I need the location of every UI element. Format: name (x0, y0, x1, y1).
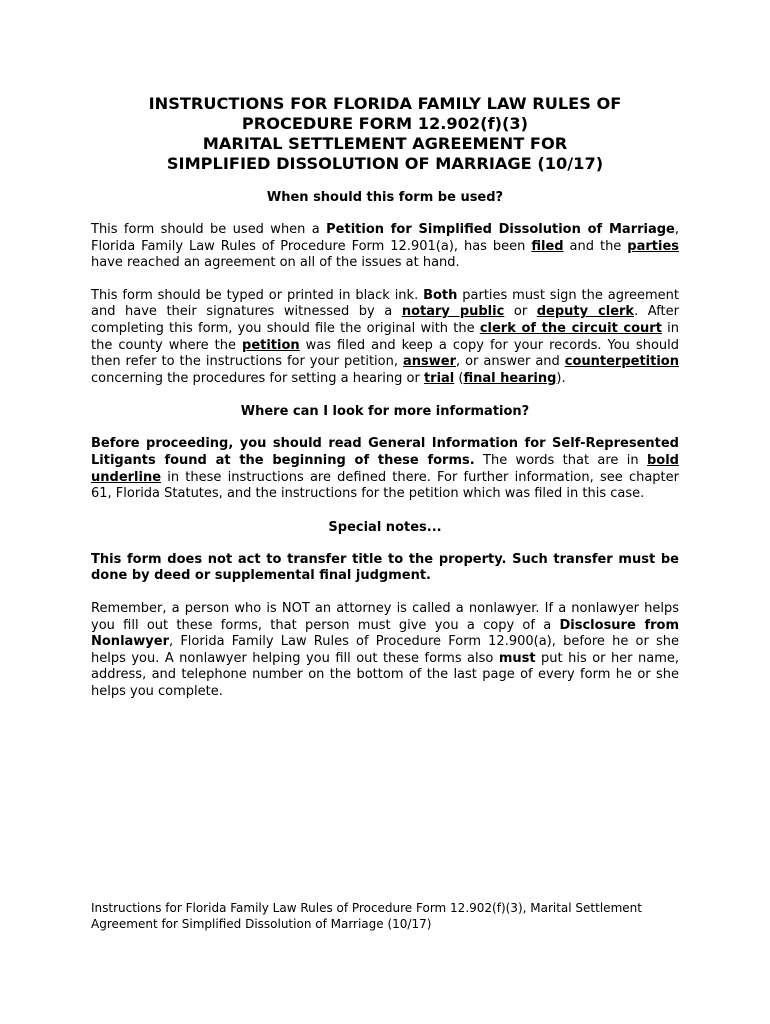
term-must: must (498, 650, 536, 666)
term-counterpetition: counterpetition (564, 354, 679, 370)
term-parties: parties (627, 238, 679, 254)
term-filed: filed (531, 238, 564, 254)
heading-special-notes: Special notes... (328, 519, 442, 535)
term-answer: answer (402, 354, 456, 370)
title-line-4: SIMPLIFIED DISSOLUTION OF MARRIAGE (10/17) (166, 154, 604, 173)
term-petition-simplified: Petition for Simplified Dissolution of Marriage (326, 222, 675, 237)
term-notary-public: notary public (401, 304, 505, 320)
term-trial: trial (423, 370, 455, 386)
page-footer (91, 900, 711, 932)
term-clerk-circuit-court: clerk of the circuit court (479, 320, 662, 336)
title-line-2: PROCEDURE FORM 12.902(f)(3) (241, 114, 529, 133)
document-page (91, 94, 679, 700)
heading-when-used: When should this form be used? (266, 190, 504, 205)
title-line-1: INSTRUCTIONS FOR FLORIDA FAMILY LAW RULES OF (148, 94, 622, 113)
paragraph-when-used: This form should be used when a Petition for Simplified Dissolution of Marriage, Florida Family Law Rules of Procedure Form 12.901(a), has been filed and the parties have reached an agreement on all of the issues at hand. (91, 222, 680, 271)
footer-line-1: Instructions for Florida Family Law Rules of Procedure Form 12.902(f)(3), Marital Settlement (91, 901, 642, 915)
term-deputy-clerk: deputy clerk (536, 304, 635, 320)
term-petition: petition (242, 337, 300, 353)
title-line-3: MARITAL SETTLEMENT AGREEMENT FOR (202, 134, 568, 153)
paragraph-transfer-title: This form does not act to transfer title to the property. Such transfer must be done by deed or supplemental final judgment. (91, 551, 679, 584)
document-title (91, 94, 679, 174)
term-final-hearing: final hearing (463, 370, 557, 386)
heading-more-information: Where can I look for more information? (240, 404, 530, 420)
notice-general-information: Before proceeding, you should read General Information for Self-Represented Litigants found at the beginning of these forms. (91, 436, 679, 468)
paragraph-more-information: Before proceeding, you should read General Information for Self-Represented Litigants found at the beginning of these forms. The words that are in bold underline in these instructions are defined there. For further information, see chapter 61, Florida Statutes, and the instructions for the petition which was filed in this case. (91, 436, 679, 502)
paragraph-filing-instructions: This form should be typed or printed in black ink. Both parties must sign the agreement and have their signatures witnessed by a notary public or deputy clerk. After completing this form, you should file the original with the clerk of the circuit court in the county where the petition was filed and keep a copy for your records. You should then refer to the instructions for your petition, answer, or answer and counterpetition concerning the procedures for setting a hearing or trial (final hearing). (91, 287, 680, 386)
term-both: Both (423, 287, 458, 303)
term-bold-underline: bold underline (91, 452, 679, 485)
paragraph-nonlawyer: Remember, a person who is NOT an attorney is called a nonlawyer. If a nonlawyer helps you fill out these forms, that person must give you a copy of a Disclosure from Nonlawyer, Florida Family Law Rules of Procedure Form 12.900(a), before he or she helps you. A nonlawyer helping you fill out these forms also must put his or her name, address, and telephone number on the bottom of the last page of every form he or she helps you complete. (91, 600, 679, 699)
footer-line-2: Agreement for Simplified Dissolution of Marriage (10/17) (91, 917, 432, 931)
term-disclosure-from-nonlawyer: Disclosure from Nonlawyer (91, 617, 679, 650)
